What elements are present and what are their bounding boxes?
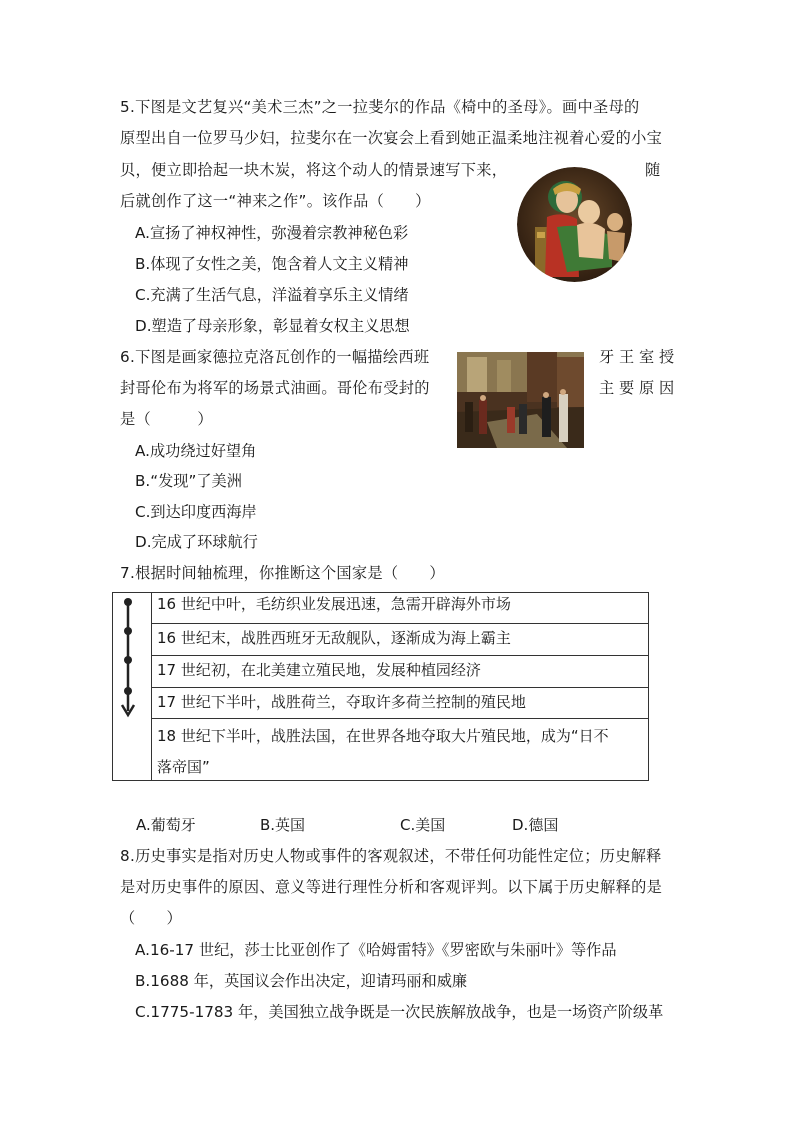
q6-stem-line-3: 是（ ） [120, 410, 213, 428]
q5-stem-line-3: 贝，便立即拾起一块木炭，将这个动人的情景速写下来， [120, 161, 508, 179]
q8-option-a: A.16-17 世纪，莎士比亚创作了《哈姆雷特》《罗密欧与朱丽叶》等作品 [135, 941, 617, 959]
timeline-axis [113, 593, 152, 780]
q5-stem-line-3-tail: 随 [645, 161, 661, 179]
timeline-row: 16 世纪末，战胜西班牙无敌舰队，逐渐成为海上霸主 [152, 624, 649, 656]
q8-stem-line-1: 8.历史事实是指对历史人物或事件的客观叙述，不带任何功能性定位；历史解释 [120, 847, 662, 865]
timeline-row-line-1: 18 世纪下半叶，战胜法国，在世界各地夺取大片殖民地，成为“日不 [157, 727, 609, 745]
q6-stem-line-1: 6.下图是画家德拉克洛瓦创作的一幅描绘西班 [120, 348, 430, 366]
q6-option-a: A.成功绕过好望角 [135, 442, 257, 460]
madonna-painting-image [517, 167, 632, 282]
q8-option-c: C.1775-1783 年，美国独立战争既是一次民族解放战争，也是一场资产阶级革 [135, 1003, 664, 1021]
q5-option-c: C.充满了生活气息，洋溢着享乐主义情绪 [135, 286, 409, 304]
q7-option-c: C.美国 [400, 816, 446, 834]
timeline-row: 16 世纪中叶，毛纺织业发展迅速，急需开辟海外市场 [152, 593, 649, 624]
q6-stem-line-2-tail: 主 要 原 因 [599, 379, 675, 397]
q5-option-b: B.体现了女性之美，饱含着人文主义精神 [135, 255, 409, 273]
q7-option-a: A.葡萄牙 [136, 816, 196, 834]
timeline-table [112, 592, 649, 781]
q6-option-c: C.到达印度西海岸 [135, 503, 257, 521]
q8-stem-line-2: 是对历史事件的原因、意义等进行理性分析和客观评判。以下属于历史解释的是 [120, 878, 663, 896]
q7-option-d: D.德国 [512, 816, 559, 834]
timeline-row: 17 世纪初，在北美建立殖民地，发展种植园经济 [152, 656, 649, 688]
q6-option-d: D.完成了环球航行 [135, 533, 258, 551]
q8-stem-line-3: （ ） [120, 909, 182, 927]
q5-stem-line-4: 后就创作了这一“神来之作”。该作品（ ） [120, 192, 431, 210]
q6-stem-line-2: 封哥伦布为将军的场景式油画。哥伦布受封的 [120, 379, 430, 397]
q7-option-b: B.英国 [260, 816, 306, 834]
q8-option-b: B.1688 年，英国议会作出决定，迎请玛丽和威廉 [135, 972, 468, 990]
q7-stem: 7.根据时间轴梳理，你推断这个国家是（ ） [120, 564, 445, 582]
timeline-row-line-2: 落帝国” [157, 758, 210, 776]
q5-option-a: A.宣扬了神权神性，弥漫着宗教神秘色彩 [135, 224, 409, 242]
columbus-painting-image [457, 352, 584, 448]
q6-option-b: B.“发现”了美洲 [135, 472, 242, 490]
timeline-row [152, 719, 649, 780]
q5-stem-line-2: 原型出自一位罗马少妇，拉斐尔在一次宴会上看到她正温柔地注视着心爱的小宝 [120, 129, 663, 147]
timeline-row: 17 世纪下半叶，战胜荷兰，夺取许多荷兰控制的殖民地 [152, 688, 649, 719]
q5-option-d: D.塑造了母亲形象，彰显着女权主义思想 [135, 317, 410, 335]
q5-stem-line-1: 5.下图是文艺复兴“美术三杰”之一拉斐尔的作品《椅中的圣母》。画中圣母的 [120, 98, 640, 116]
q6-stem-line-1-tail: 牙 王 室 授 [599, 348, 675, 366]
